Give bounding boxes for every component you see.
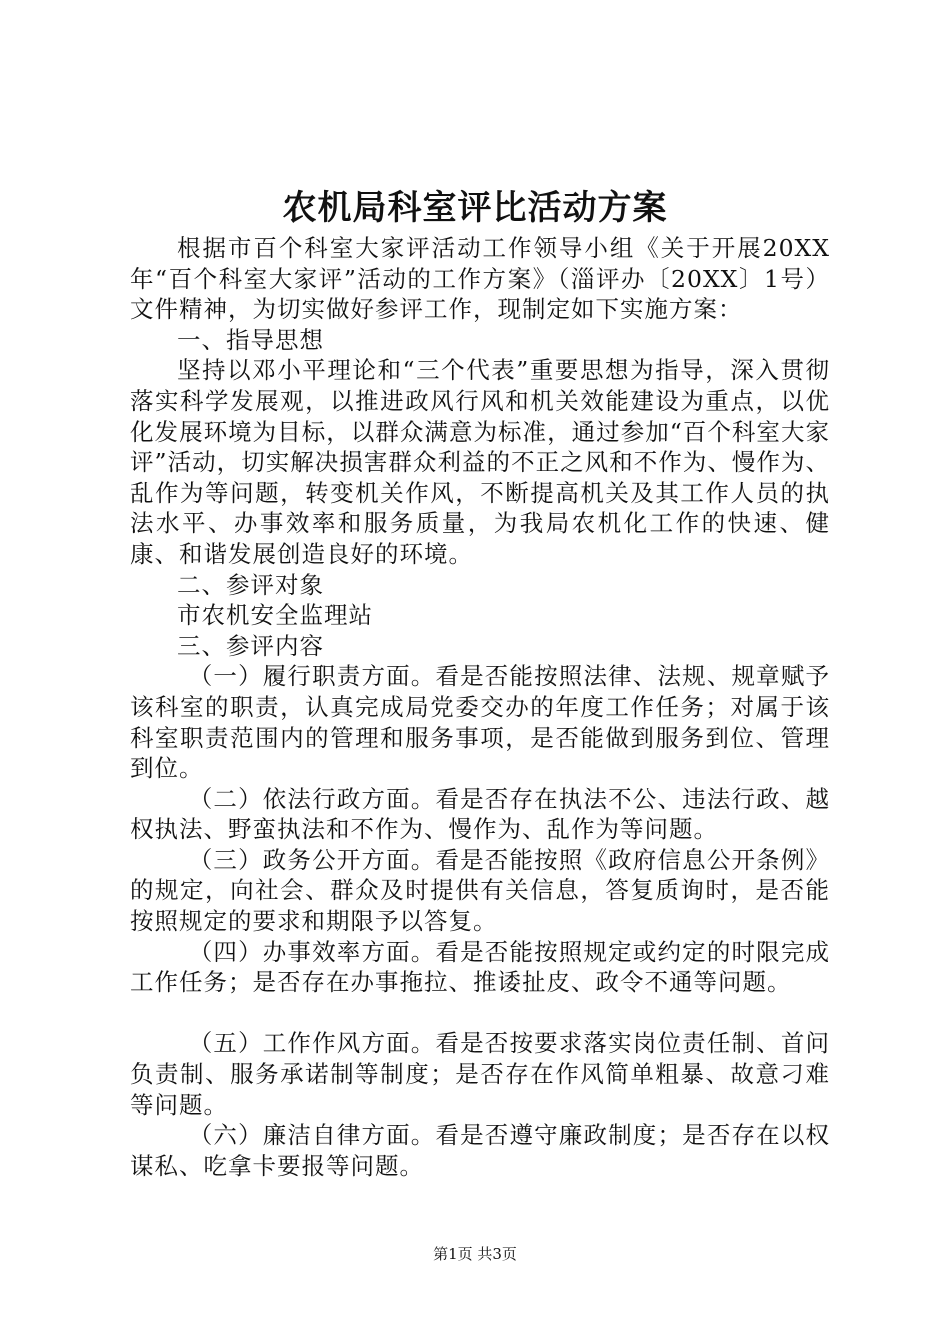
evaluation-item-5: （五）工作作风方面。看是否按要求落实岗位责任制、首问负责制、服务承诺制等制度；是否存在作风简单粗暴、故意刁难等问题。 [130,1029,830,1119]
evaluation-item-1: （一）履行职责方面。看是否能按照法律、法规、规章赋予该科室的职责，认真完成局党委交办的年度工作任务；对属于该科室职责范围内的管理和服务事项，是否能做到服务到位、管理到位。 [130,662,830,783]
participants-paragraph: 市农机安全监理站 [177,601,373,630]
document-body [130,233,830,1181]
document-title: 农机局科室评比活动方案 [282,188,668,228]
evaluation-item-6: （六）廉洁自律方面。看是否遵守廉政制度；是否存在以权谋私、吃拿卡要报等问题。 [130,1121,830,1180]
page-number-footer: 第1页 共3页 [433,1245,517,1263]
section-heading-participants: 二、参评对象 [177,570,324,599]
section-heading-evaluation-content: 三、参评内容 [177,631,324,660]
evaluation-item-4: （四）办事效率方面。看是否能按照规定或约定的时限完成工作任务；是否存在办事拖拉、推诿扯皮、政令不通等问题。 [130,937,830,997]
guiding-ideology-paragraph: 坚持以邓小平理论和“三个代表”重要思想为指导，深入贯彻落实科学发展观，以推进政风行风和机关效能建设为重点，以优化发展环境为目标，以群众满意为标准，通过参加“百个科室大家评”活动，切实解决损害群众利益的不正之风和不作为、慢作为、乱作为等问题，转变机关作风，不断提高机关及其工作人员的执法水平、办事效率和服务质量，为我局农机化工作的快速、健康、和谐发展创造良好的环境。 [130,356,830,568]
evaluation-item-3: （三）政务公开方面。看是否能按照《政府信息公开条例》的规定，向社会、群众及时提供有关信息，答复质询时，是否能按照规定的要求和期限予以答复。 [130,845,830,936]
section-heading-guiding-ideology: 一、指导思想 [177,325,324,354]
intro-paragraph: 根据市百个科室大家评活动工作领导小组《关于开展20XX年“百个科室大家评”活动的工作方案》（淄评办〔20XX〕1号）文件精神，为切实做好参评工作，现制定如下实施方案： [130,234,830,324]
evaluation-item-2: （二）依法行政方面。看是否存在执法不公、违法行政、越权执法、野蛮执法和不作为、慢作为、乱作为等问题。 [130,784,830,844]
paragraph-gap [130,998,830,1029]
